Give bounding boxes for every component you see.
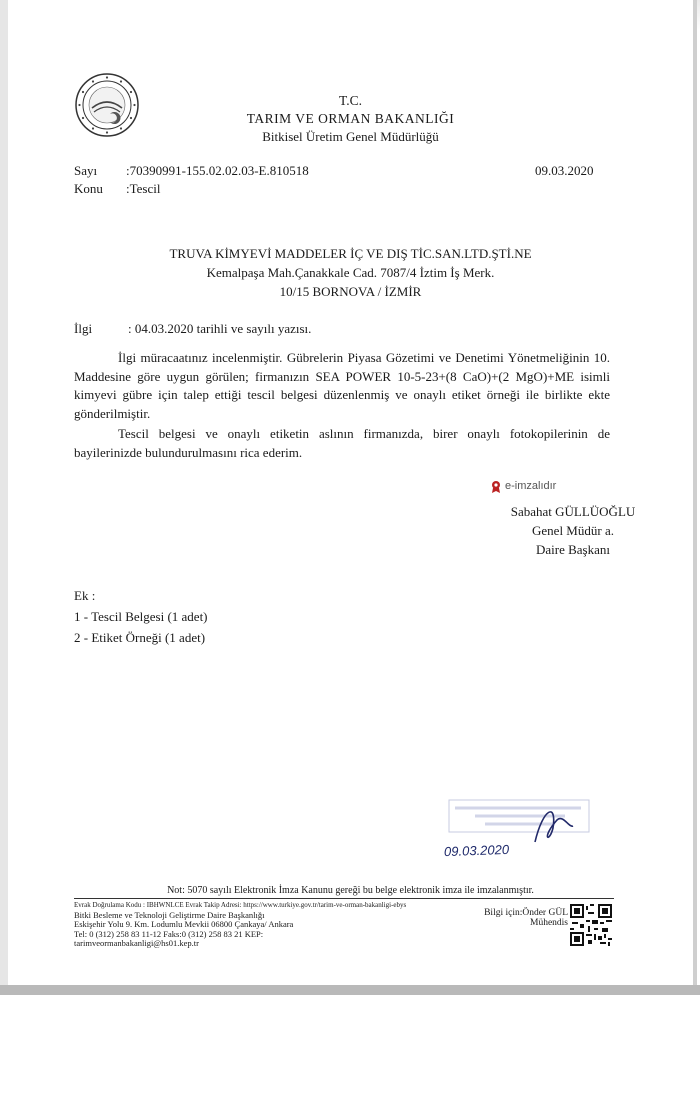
sayi-label: Sayı [74,163,98,178]
body-paragraph-2: Tescil belgesi ve onaylı etiketin aslının firmanızda, birer onaylı fotokopilerinin de bayilerinizde bulundurulmasını rica ederim. [74,426,610,460]
recipient-address-1: Kemalpaşa Mah.Çanakkale Cad. 7087/4 İztim İş Merk. [206,265,495,280]
footer-rule [74,898,614,899]
konu-label: Konu [74,181,103,196]
sayi-value: :70390991-155.02.02.03-E.810518 [126,163,309,178]
footer-phone: Tel: 0 (312) 258 83 11-12 Faks:0 (312) 258 83 21 KEP: [74,928,264,939]
attachment-item-1: 1 - Tescil Belgesi (1 adet) [74,609,208,624]
konu-value: :Tescil [126,181,161,196]
header-ministry: TARIM VE ORMAN BAKANLIĞI [246,111,455,126]
esign-ribbon-icon [490,480,502,494]
attachments-label: Ek : [74,588,96,603]
footer-address: Eskişehir Yolu 9. Km. Lodumlu Mevkii 06800 Çankaya/ Ankara [74,919,294,929]
header-tc: T.C. [339,93,362,108]
esign-label: e-imzalıdır [505,480,557,492]
recipient-name: TRUVA KİMYEVİ MADDELER İÇ VE DIŞ TİC.SAN.LTD.ŞTİ.NE [169,246,532,261]
scan-left-shadow [0,0,8,990]
recipient-address-2: 10/15 BORNOVA / İZMİR [279,284,422,299]
signer-name: Sabahat GÜLLÜOĞLU [510,504,636,519]
header-directorate: Bitkisel Üretim Genel Müdürlüğü [262,129,439,144]
footer-address-block [74,901,474,949]
blank-area [0,995,700,1101]
scan-page-edge [0,985,700,995]
footer-kep: tarimveormanbakanligi@hs01.kep.tr [74,938,199,948]
ilgi-label: İlgi [74,321,93,336]
ilgi-value: : 04.03.2020 tarihli ve sayılı yazısı. [128,321,312,336]
document-date: 09.03.2020 [535,163,594,178]
footer-contact [468,908,568,928]
document-page [8,0,697,985]
footer-department: Bitki Besleme ve Teknoloji Geliştirme Daire Başkanlığı [74,909,265,920]
stamp-date: 09.03.2020 [443,841,510,860]
signer-title-2: Daire Başkanı [535,542,610,557]
footer-note: Not: 5070 sayılı Elektronik İmza Kanunu gereği bu belge elektronik imza ile imzalanmıştır. [167,885,534,896]
attachment-item-2: 2 - Etiket Örneği (1 adet) [74,630,206,645]
contact-title: Mühendis [530,918,568,928]
footer-verification-line: Evrak Doğrulama Kodu : IBHWNLCE Evrak Takip Adresi: https://www.turkiye.gov.tr/tarim-ve-orman-bakanligi-ebys [74,901,407,909]
contact-name: Bilgi için:Önder GÜL [484,908,568,918]
body-paragraph-1: İlgi müracaatınız incelenmiştir. Gübrelerin Piyasa Gözetimi ve Denetimi Yönetmeliğinin 10. Maddesine göre uygun görülen; firmanızın SEA POWER 10-5-23+(8 CaO)+(2 MgO)+ME isimli kimyevi gübre için talep ettiği tescil belgesi düzenlenmiş ve onaylı etiket örneği ile birlikte ekte gönderilmiştir. [74,350,610,421]
qr-code-icon [570,904,612,946]
signer-title-1: Genel Müdür a. [532,523,614,538]
